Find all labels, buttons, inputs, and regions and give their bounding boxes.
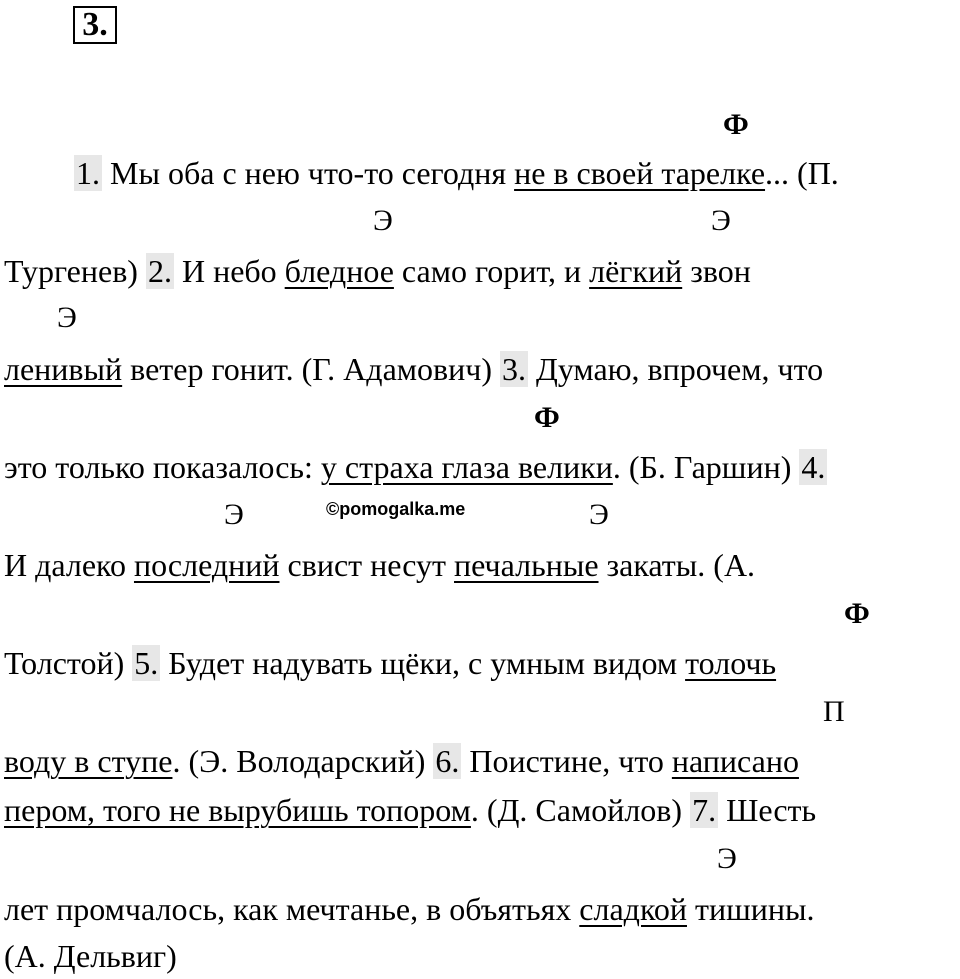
text-line-2 — [4, 252, 751, 290]
underlined-word: лёгкий — [589, 253, 683, 289]
mark-phraseologism-1: Ф — [723, 108, 749, 141]
mark-epithet-6: Э — [717, 842, 737, 875]
underlined-word: последний — [133, 547, 280, 583]
text-fragment: это только показалось: — [4, 449, 321, 485]
mark-phraseologism-3: Ф — [844, 597, 870, 630]
text-line-8 — [4, 791, 816, 829]
underlined-word: толочь — [685, 645, 777, 681]
text-fragment: . (Э. Володарский) — [172, 743, 434, 779]
text-fragment: Толстой) — [4, 645, 133, 681]
underlined-phrase: пером, того не вырубишь топором — [4, 792, 471, 828]
text-fragment: Поистине, что — [461, 743, 672, 779]
underlined-word: бледное — [284, 253, 394, 289]
text-fragment: . (Д. Самойлов) — [470, 792, 691, 828]
text-fragment: тишины. — [686, 891, 815, 927]
text-fragment: ... (П. — [765, 155, 839, 191]
mark-phraseologism-2: Ф — [534, 401, 560, 434]
underlined-word: сладкой — [579, 891, 687, 927]
mark-epithet-1: Э — [373, 204, 393, 237]
sentence-number: 7. — [692, 792, 717, 828]
text-line-10 — [4, 937, 177, 975]
underlined-phrase: воду в ступе — [4, 743, 173, 779]
text-fragment: (А. Дельвиг) — [4, 938, 177, 974]
mark-epithet-2: Э — [711, 204, 731, 237]
text-line-5 — [4, 546, 755, 584]
text-line-4 — [4, 448, 827, 486]
underlined-phrase: у страха глаза велики — [320, 449, 613, 485]
text-fragment: Тургенев) — [4, 253, 146, 289]
text-fragment: Мы оба с нею что-то сегодня — [102, 155, 515, 191]
sentence-number: 3. — [502, 351, 526, 387]
mark-epithet-4: Э — [224, 498, 244, 531]
text-fragment: закаты. (А. — [598, 547, 756, 583]
text-fragment: Будет надувать щёки, с умным видом — [160, 645, 686, 681]
mark-epithet-3: Э — [57, 301, 77, 334]
sentence-number: 6. — [435, 743, 460, 779]
underlined-word: печальные — [454, 547, 599, 583]
underlined-word: написано — [671, 743, 799, 779]
text-fragment: лет промчалось, как мечтанье, в объятьях — [4, 891, 580, 927]
text-fragment: звон — [682, 253, 751, 289]
text-line-7 — [4, 742, 799, 780]
text-fragment: Думаю, впрочем, что — [528, 351, 824, 387]
text-line-9 — [4, 890, 814, 928]
sentence-number: 2. — [147, 253, 172, 289]
sentence-number: 5. — [134, 645, 159, 681]
mark-epithet-5: Э — [589, 498, 609, 531]
mark-proverb-1: П — [823, 695, 845, 728]
text-fragment: само горит, и — [393, 253, 590, 289]
text-fragment: Шесть — [718, 792, 817, 828]
text-fragment: свист несут — [279, 547, 455, 583]
text-fragment: . (Б. Гаршин) — [612, 449, 800, 485]
underlined-word: ленивый — [4, 351, 123, 387]
watermark: ©pomogalka.me — [326, 499, 466, 519]
underlined-phrase: не в своей тарелке — [514, 155, 766, 191]
text-line-6 — [4, 644, 776, 682]
text-line-3 — [4, 350, 823, 388]
text-fragment: И далеко — [4, 547, 134, 583]
sentence-number: 1. — [76, 155, 100, 191]
text-line-1 — [74, 154, 839, 192]
text-fragment: ветер гонит. (Г. Адамович) — [122, 351, 500, 387]
sentence-number: 4. — [801, 449, 826, 485]
task-number-box: 3. — [73, 6, 117, 44]
text-fragment: И небо — [173, 253, 285, 289]
